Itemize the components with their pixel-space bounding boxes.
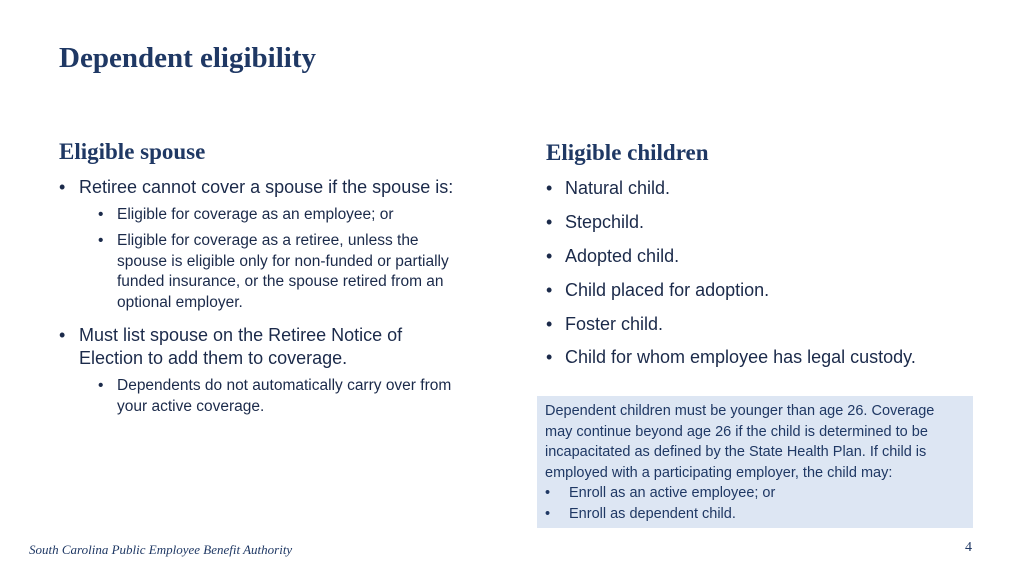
child-item-stepchild: • Stepchild.	[546, 211, 644, 234]
page-title: Dependent eligibility	[59, 42, 316, 74]
child-item-adopted: • Adopted child.	[546, 245, 679, 268]
note-bullet-list	[545, 483, 965, 524]
page-number: 4	[965, 540, 972, 555]
child-item-natural: • Natural child.	[546, 177, 670, 200]
footer-organization: South Carolina Public Employee Benefit Authority	[29, 542, 293, 557]
age-limit-note-box	[537, 396, 973, 528]
spouse-bullet-1: • Retiree cannot cover a spouse if the spouse is:	[59, 176, 499, 199]
child-item-legal-custody: • Child for whom employee has legal custody.	[546, 346, 916, 369]
note-bullet-active-employee: • Enroll as an active employee; or	[545, 483, 965, 504]
spouse-sub-bullet-1: • Eligible for coverage as an employee; or	[98, 205, 472, 226]
note-bullet-dependent-child: • Enroll as dependent child.	[545, 504, 965, 525]
eligible-children-heading: Eligible children	[546, 140, 709, 165]
child-item-placed-for-adoption: • Child placed for adoption.	[546, 279, 769, 302]
spouse-sub-bullet-2: • Eligible for coverage as a retiree, unless the spouse is eligible only for non-funded or partially funded insurance, or the spouse retired from an optional employer.	[98, 231, 472, 313]
spouse-bullet-2: • Must list spouse on the Retiree Notice of Election to add them to coverage.	[59, 324, 459, 370]
spouse-sub-bullet-3: • Dependents do not automatically carry over from your active coverage.	[98, 376, 472, 417]
age-limit-note-text: Dependent children must be younger than age 26. Coverage may continue beyond age 26 if the child is determined to be incapacitated as defined by the State Health Plan. If child is employed with a participating employer, the child may:	[545, 403, 935, 481]
eligible-spouse-heading: Eligible spouse	[59, 139, 206, 164]
child-item-foster: • Foster child.	[546, 313, 663, 336]
